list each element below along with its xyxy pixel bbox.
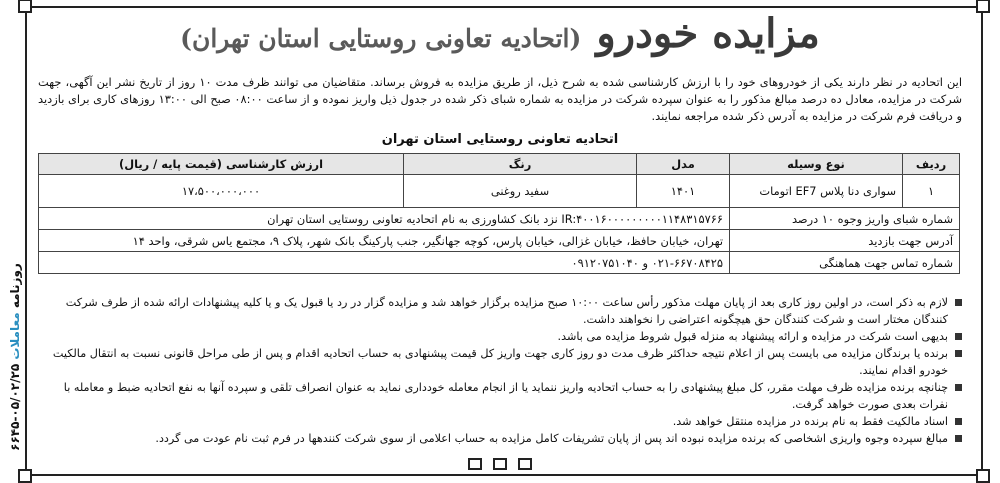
title-sub: (اتحادیه تعاونی روستایی استان تهران) (180, 24, 582, 53)
info-value-phone: ۰۲۱-۶۶۷۰۸۴۲۵ و ۰۹۱۲۰۷۵۱۰۴۰ (39, 252, 730, 274)
info-label-sheba: شماره شبای واریز وجوه ۱۰ درصد (730, 208, 960, 230)
side-label: روزنامه (8, 263, 22, 309)
newspaper-side-label (4, 240, 26, 480)
table-info-row (39, 230, 960, 252)
list-item: اسناد مالکیت فقط به نام برنده در مزایده منتقل خواهد شد. (38, 413, 962, 430)
list-item: بدیهی است شرکت در مزایده و ارائه پیشنهاد به منزله قبول شروط مزایده می باشد. (38, 328, 962, 345)
square-bullet-icon (955, 418, 962, 425)
table-info-row (39, 252, 960, 274)
header-model: مدل (637, 154, 730, 175)
info-value-address: تهران، خیابان حافظ، خیابان غزالی، خیابان پارس، کوچه جهانگیر، جنب پارکینگ بانک شهر، پلاک ۹، مجتمع یاس شرقی، واحد ۱۴ (39, 230, 730, 252)
ad-title (0, 10, 1000, 57)
cell-model: ۱۴۰۱ (637, 175, 730, 208)
info-label-phone: شماره تماس جهت هماهنگی (730, 252, 960, 274)
header-color: رنگ (404, 154, 637, 175)
ornament-square-icon (468, 458, 482, 470)
square-bullet-icon (955, 333, 962, 340)
square-bullet-icon (955, 350, 962, 357)
newspaper-brand: معاملات (8, 312, 22, 360)
cell-color: سفید روغنی (404, 175, 637, 208)
table-title: اتحادیه تعاونی روستایی استان تهران (381, 132, 619, 147)
table-info-row (39, 208, 960, 230)
square-bullet-icon (955, 299, 962, 306)
intro-paragraph: این اتحادیه در نظر دارند یکی از خودروهای خود را با ارزش کارشناسی شده به شرح ذیل، از طریق مزایده به فروش برساند. متقاضیان می توانند ظرف مدت ۱۰ روز از تاریخ نشر این آگهی، جهت شرکت در مزایده، معادل ده درصد مبالغ مذکور را به عنوان سپرده شرکت در مزایده به شماره شبای ذکر شده در جدول ذیل واریز نموده و از ساعت ۰۸:۰۰ صبح الی ۱۳:۰۰ روزهای کاری برای بازدید و دریافت فرم شرکت در مزایده به آدرس ذکر شده مراجعه نمایند. (38, 75, 963, 123)
ornament-square-icon (518, 458, 532, 470)
title-main: مزایده خودرو (596, 10, 820, 57)
header-vehicle: نوع وسیله (730, 154, 903, 175)
cell-vehicle: سواری دنا پلاس EF7 اتومات (730, 175, 903, 208)
info-label-address: آدرس جهت بازدید (730, 230, 960, 252)
header-row-no: ردیف (903, 154, 960, 175)
list-item: مبالغ سپرده وجوه واریزی اشخاصی که برنده مزایده نبوده اند پس از پایان تشریفات کامل مزایده به حساب اعلامی از سوی شرکت کنندهها در فرم ثبت نام عودت می گردد. (38, 430, 962, 447)
table-header-row (39, 154, 960, 175)
cell-price: ۱۷،۵۰۰،۰۰۰،۰۰۰ (39, 175, 404, 208)
notes-list (38, 294, 962, 447)
header-price: ارزش کارشناسی (قیمت پایه / ریال) (39, 154, 404, 175)
info-value-sheba: IR:۴۰۰۱۶۰۰۰۰۰۰۰۰۰۱۱۴۸۳۱۵۷۶۶ نزد بانک کشاورزی به نام اتحادیه تعاونی روستایی استان تهران (39, 208, 730, 230)
list-item: لازم به ذکر است، در اولین روز کاری بعد از پایان مهلت مذکور رأس ساعت ۱۰:۰۰ صبح مزایده برگزار خواهد شد و مزایده گزار در رد یا قبول یک و یا کلیه پیشنهادات ارائه شده از طرف شرکت کنندگان مختار است و شرکت کنندگان حق هیچگونه اعتراضی را نخواهند داشت. (38, 294, 962, 328)
square-bullet-icon (955, 384, 962, 391)
list-item: برنده یا برندگان مزایده می بایست پس از اعلام نتیجه حداکثر ظرف مدت دو روز کاری جهت واریز کل قیمت پیشنهادی به حساب اتحادیه اقدام و پس از طی مراحل قانونی نسبت به انتقال مالکیت خودرو اقدام نمایند. (38, 345, 962, 379)
square-bullet-icon (955, 435, 962, 442)
issue-number: ۰۵/۰۲/۲۵-۶۶۴۵ (8, 363, 22, 451)
auction-table (38, 153, 960, 274)
cell-row-no: ۱ (903, 175, 960, 208)
list-item: چنانچه برنده مزایده ظرف مهلت مقرر، کل مبلغ پیشنهادی را به حساب اتحادیه واریز ننماید یا از انجام معامله خودداری نماید به عنوان انصراف تلقی و سپرده آنها به نفع اتحادیه ضبط و معامله با نفرات بعدی صورت خواهد گرفت. (38, 379, 962, 413)
bottom-ornament (0, 455, 1000, 474)
ornament-square-icon (493, 458, 507, 470)
table-row (39, 175, 960, 208)
